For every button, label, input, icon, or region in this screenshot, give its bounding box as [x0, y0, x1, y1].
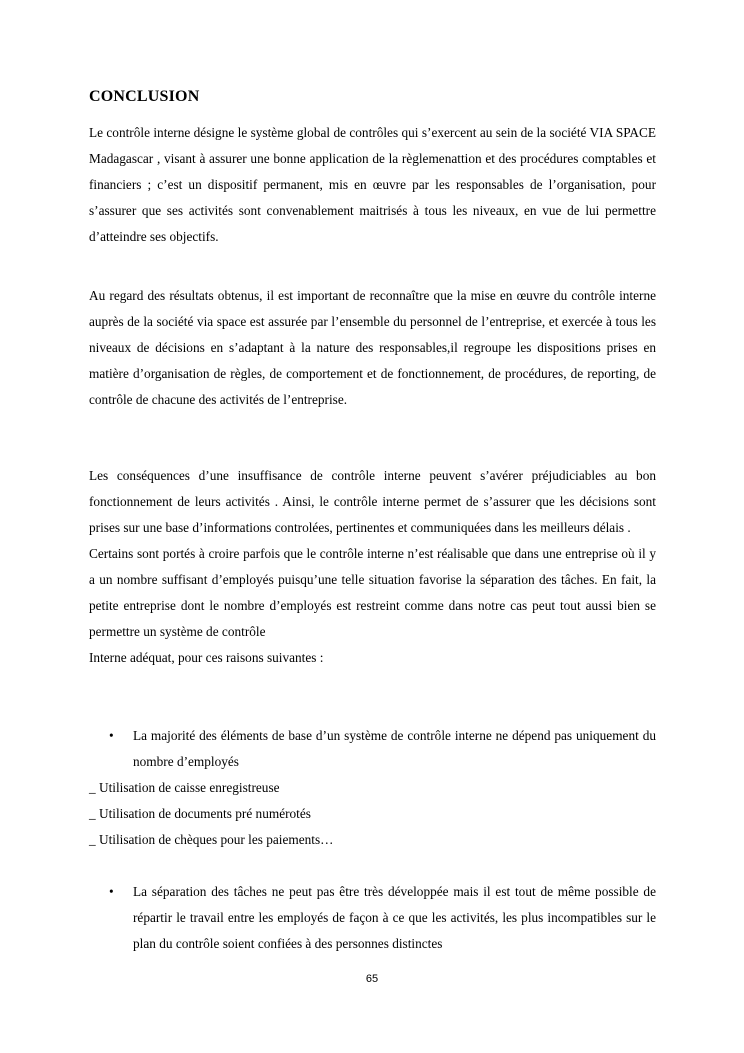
- list-item: _ Utilisation de chèques pour les paiements…: [89, 832, 334, 847]
- bullet-icon: •: [109, 728, 114, 743]
- bullet-text: La séparation des tâches ne peut pas être très développée mais il est tout de même possible de répartir le travail entre les employés de façon à ce que les activités, les plus incompatibles sur le plan du contrôle soient confiées à des personnes distinctes: [133, 884, 656, 951]
- paragraph-consequences: [89, 463, 656, 671]
- paragraph-text: Interne adéquat, pour ces raisons suivantes :: [89, 650, 324, 665]
- section-title: CONCLUSION: [89, 88, 200, 105]
- paragraph-text: Au regard des résultats obtenus, il est important de reconnaître que la mise en œuvre du contrôle interne auprès de la société via space est assurée par l’ensemble du personnel de l’entreprise, et exercée à tous les niveaux de décisions en s’adaptant à la nature des responsables,il regroupe les dispositions prises en matière d’organisation de règles, de comportement et de fonctionnement, de procédures, de reporting, de contrôle de chacune des activités de l’entreprise.: [89, 288, 656, 407]
- bullet-text: La majorité des éléments de base d’un système de contrôle interne ne dépend pas uniquement du nombre d’employés: [133, 728, 656, 769]
- list-item: _ Utilisation de caisse enregistreuse: [89, 780, 280, 795]
- paragraph-text: Le contrôle interne désigne le système global de contrôles qui s’exercent au sein de la société VIA SPACE Madagascar , visant à assurer une bonne application de la règlemenattion et des procédures comptables et financiers ; c’est un dispositif permanent, mis en œuvre par les responsables de l’organisation, pour s’assurer que ses activités sont convenablement maitrisés à tous les niveaux, en vue de lui permettre d’atteindre ses objectifs.: [89, 125, 656, 244]
- paragraph-text: Certains sont portés à croire parfois que le contrôle interne n’est réalisable que dans une entreprise où il y a un nombre suffisant d’employés puisqu’une telle situation favorise la séparation des tâches. En fait, la petite entreprise dont le nombre d’employés est restreint comme dans notre cas peut tout aussi bien se permettre un système de contrôle: [89, 546, 656, 639]
- paragraph-text: Les conséquences d’une insuffisance de contrôle interne peuvent s’avérer préjudiciables au bon fonctionnement de leurs activités . Ainsi, le contrôle interne permet de s’assurer que les décisions sont prises sur une base d’informations controlées, pertinentes et communiquées dans les meilleurs délais .: [89, 468, 656, 535]
- list-item: _ Utilisation de documents pré numérotés: [89, 806, 311, 821]
- paragraph-results: [89, 283, 656, 413]
- page-number: 65: [365, 973, 379, 985]
- bullet-icon: •: [109, 884, 114, 899]
- paragraph-intro: [89, 120, 656, 250]
